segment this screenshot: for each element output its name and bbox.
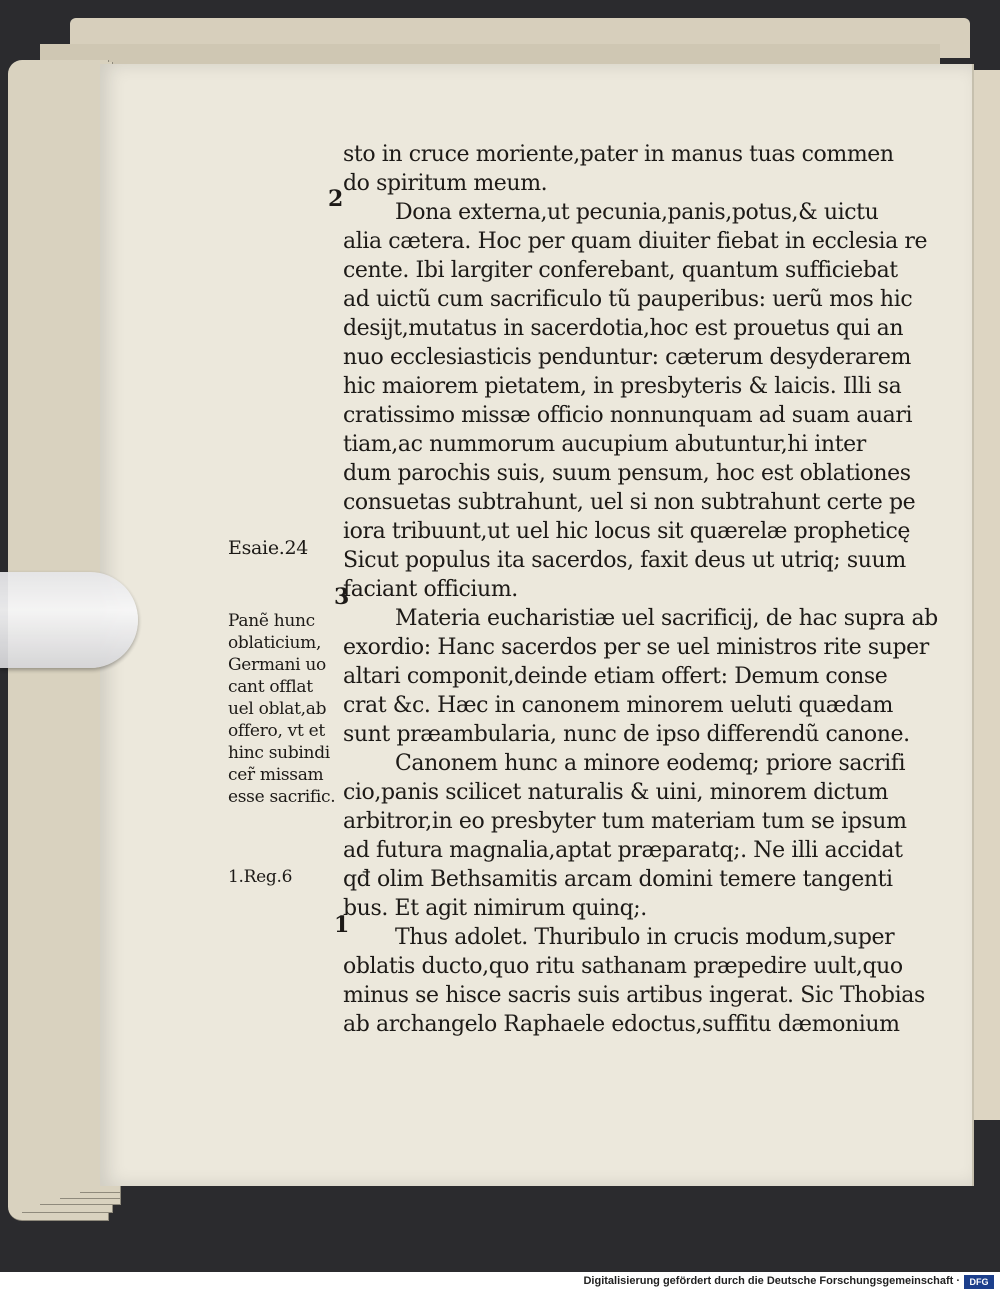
text-line: dum parochis suis, suum pensum, hoc est oblationes xyxy=(343,461,911,486)
margin-note-line: cant offlat xyxy=(228,677,313,697)
text-line: bus. Et agit nimirum quinq;. xyxy=(343,896,647,921)
margin-note-reg: 1.Reg.6 xyxy=(228,867,293,887)
text-line: arbitror,in eo presbyter tum materiam tum se ipsum xyxy=(343,809,907,834)
section-number: 1 xyxy=(334,912,350,938)
text-line: desijt,mutatus in sacerdotia,hoc est prouetus qui an xyxy=(343,316,904,341)
text-line: cente. Ibi largiter conferebant, quantum sufficiebat xyxy=(343,258,898,283)
dfg-logo: DFG xyxy=(964,1275,994,1289)
text-line: alia cætera. Hoc per quam diuiter fiebat in ecclesia re xyxy=(343,229,928,254)
margin-note-line: Panẽ hunc xyxy=(228,611,315,631)
text-line: tiam,ac nummorum aucupium abutuntur,hi inter xyxy=(343,432,866,457)
text-line: Thus adolet. Thuribulo in crucis modum,super xyxy=(395,925,895,950)
text-line: hic maiorem pietatem, in presbyteris & laicis. Illi sa xyxy=(343,374,902,399)
text-line: sto in cruce moriente,pater in manus tuas commen xyxy=(343,142,894,167)
text-line: Canonem hunc a minore eodemq; priore sacrifi xyxy=(395,751,906,776)
text-line: consuetas subtrahunt, uel si non subtrahunt certe pe xyxy=(343,490,916,515)
text-line: crat &c. Hæc in canonem minorem ueluti quædam xyxy=(343,693,893,718)
text-line: faciant officium. xyxy=(343,577,518,602)
text-line: cratissimo missæ officio nonnunquam ad suam auari xyxy=(343,403,913,428)
text-line: nuo ecclesiasticis penduntur: cæterum desyderarem xyxy=(343,345,911,370)
text-line: ad futura magnalia,aptat præparatq;. Ne illi accidat xyxy=(343,838,903,863)
text-line: sunt præambularia, nunc de ipso differendũ canone. xyxy=(343,722,910,747)
margin-note-esaie: Esaie.24 xyxy=(228,537,309,559)
text-line: ab archangelo Raphaele edoctus,suffitu dæmonium xyxy=(343,1012,900,1037)
margin-note-line: offero, vt et xyxy=(228,721,325,741)
text-line: minus se hisce sacris suis artibus ingerat. Sic Thobias xyxy=(343,983,925,1008)
margin-note-line: Germani uo xyxy=(228,655,326,675)
text-line: do spiritum meum. xyxy=(343,171,548,196)
margin-note-line: uel oblat,ab xyxy=(228,699,327,719)
text-line: cio,panis scilicet naturalis & uini, minorem dictum xyxy=(343,780,889,805)
text-line: Materia eucharistiæ uel sacrificij, de hac supra ab xyxy=(395,606,938,631)
text-line: qđ olim Bethsamitis arcam domini temere tangenti xyxy=(343,867,893,892)
margin-note-line: cer̃ missam xyxy=(228,765,324,785)
footer-credit-text: Digitalisierung gefördert durch die Deutsche Forschungsgemeinschaft · xyxy=(583,1275,960,1287)
margin-note-line: oblaticium, xyxy=(228,633,322,653)
text-line: exordio: Hanc sacerdos per se uel ministros rite super xyxy=(343,635,929,660)
footer-bar xyxy=(0,1272,1000,1292)
text-line: altari componit,deinde etiam offert: Demum conse xyxy=(343,664,888,689)
page-weight-ruler xyxy=(0,572,138,668)
text-line: oblatis ducto,quo ritu sathanam præpedire uult,quo xyxy=(343,954,903,979)
text-line: ad uictũ cum sacrificulo tũ pauperibus: uerũ mos hic xyxy=(343,287,913,312)
margin-note-line: hinc subindi xyxy=(228,743,330,763)
section-number: 2 xyxy=(328,186,344,212)
margin-note-line: esse sacrific. xyxy=(228,787,336,807)
text-line: Dona externa,ut pecunia,panis,potus,& uictu xyxy=(395,200,879,225)
text-line: Sicut populus ita sacerdos, faxit deus ut utriq; suum xyxy=(343,548,906,573)
section-number: 3 xyxy=(334,584,350,610)
text-line: iora tribuunt,ut uel hic locus sit quærelæ propheticę xyxy=(343,519,910,544)
